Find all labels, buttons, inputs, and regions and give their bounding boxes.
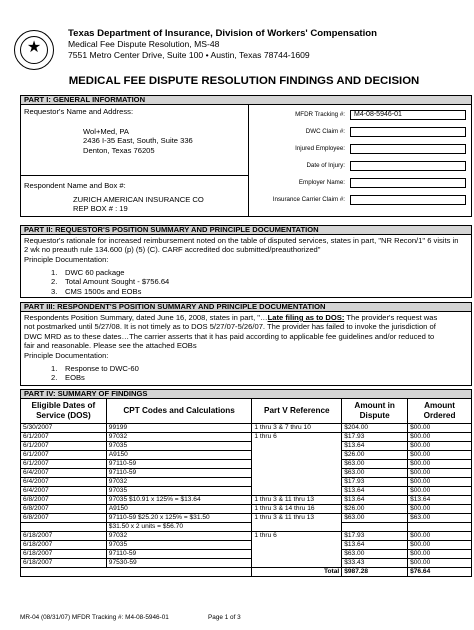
cell-cpt: 97110-59 [106,550,252,559]
cell-dos: 6/1/2007 [21,460,107,469]
part2-doc-label: Principle Documentation: [24,254,109,264]
part2-summary [24,236,470,264]
requestor-label: Requestor's Name and Address: [24,107,134,116]
respondent-info [73,195,204,214]
document-title: MEDICAL FEE DISPUTE RESOLUTION FINDINGS AND DECISION [68,75,420,87]
employer-name-field[interactable] [350,178,466,188]
part2-summary-line2: 2 wk no preauth rule 134.600 (p) (5) (C). CARF accredited doc submitted/preauthorized" [24,245,321,255]
cell-cpt: 97035 $10.91 x 125% = $13.64 [106,496,252,505]
cell-dos: 6/1/2007 [21,451,107,460]
mfdr-tracking-field[interactable]: M4-08-5946-01 [350,110,466,120]
cell-dispute [342,523,408,532]
cell-dos [21,523,107,532]
table-row [21,487,472,496]
respondent-label: Respondent Name and Box #: [24,181,126,190]
cell-ordered: $00.00 [408,550,472,559]
cell-cpt: 97530-59 [106,559,252,568]
dwc-claim-field[interactable] [350,127,466,137]
cell-ordered: $63.00 [408,514,472,523]
cell-cpt: 97110-59 [106,460,252,469]
injured-employee-field[interactable] [350,144,466,154]
footer-page-number: Page 1 of 3 [208,614,241,621]
agency-header [68,28,468,61]
cell-dispute: $17.93 [342,532,408,541]
footer-form-id: MR-04 (08/31/07) MFDR Tracking #: M4-08-5946-01 [20,614,169,621]
cell-reference [252,559,342,568]
date-of-injury-label: Date of Injury: [306,162,345,169]
part1-hdivider [21,175,248,176]
cell-ordered: $00.00 [408,478,472,487]
cell-reference [252,550,342,559]
cell-dispute: $13.64 [342,487,408,496]
cell-ordered: $00.00 [408,424,472,433]
cell-ordered: $00.00 [408,505,472,514]
employer-name-label: Employer Name: [298,179,345,186]
part3-box [20,312,472,386]
table-row [21,496,472,505]
part1-box [20,105,472,217]
cell-reference [252,487,342,496]
list-item: 3. CMS 1500s and EOBs [51,286,142,296]
table-row [21,478,472,487]
list-item: 2. EOBs [51,373,85,383]
col-dispute-header: Amount in Dispute [342,399,408,424]
agency-name: Texas Department of Insurance, Division of Workers' Compensation [68,28,377,39]
cell-dos: 6/18/2007 [21,550,107,559]
cell-dispute: $26.00 [342,505,408,514]
part3-doc-list [51,364,139,383]
cell-cpt: A9150 [106,451,252,460]
cell-reference: 1 thru 6 [252,433,342,442]
part1-divider [248,105,249,216]
cell-dos: 5/30/2007 [21,424,107,433]
table-row [21,442,472,451]
cell-reference [252,469,342,478]
cell-ordered: $00.00 [408,532,472,541]
cell-dos: 6/4/2007 [21,469,107,478]
cell-reference [252,460,342,469]
cell-dos: 6/18/2007 [21,541,107,550]
part4-heading: PART IV: SUMMARY OF FINDINGS [20,389,472,399]
part2-summary-line1: Requestor's rationale for increased reimbursement noted on the table of disputed services, states in part, "NR Recon/1" 6 visits in [24,236,459,245]
cell-ordered: $00.00 [408,442,472,451]
part3-summary-line4: fair and reasonable. Please see the attached EOBs [24,341,197,351]
cell-dispute: $17.93 [342,478,408,487]
cell-cpt: 97032 [106,532,252,541]
carrier-claim-label: Insurance Carrier Claim #: [272,196,345,203]
table-row [21,532,472,541]
cell-dispute: $13.64 [342,496,408,505]
table-row [21,469,472,478]
cell-ordered: $00.00 [408,460,472,469]
cell-ordered: $00.00 [408,559,472,568]
table-row [21,451,472,460]
requestor-address [83,127,193,155]
part1-heading: PART I: GENERAL INFORMATION [20,95,472,105]
injured-employee-label: Injured Employee: [295,145,345,152]
table-row [21,550,472,559]
date-of-injury-field[interactable] [350,161,466,171]
cell-dos: 6/8/2007 [21,505,107,514]
col-dos-header: Eligible Dates of Service (DOS) [21,399,107,424]
part3-summary-line3: DWC MRD as to these dates…The carrier asserts that it has paid according to applicable fee guidelines and/or reduced to [24,331,435,341]
cell-ordered: $00.00 [408,433,472,442]
part3-doc-label: Principle Documentation: [24,350,109,360]
cell-reference [252,478,342,487]
cell-dispute: $204.00 [342,424,408,433]
part3-summary-line1: Respondents Position Summary, dated June 16, 2008, states in part, "…Late filing as to DOS: The provider's request was [24,313,438,322]
list-item: 1. DWC 60 package [51,268,125,277]
cell-cpt: 97032 [106,433,252,442]
col-reference-header: Part V Reference [252,399,342,424]
state-seal-icon: ★ [14,30,54,70]
findings-table [20,398,472,577]
dwc-claim-label: DWC Claim #: [305,128,345,135]
cell-cpt: A9150 [106,505,252,514]
cell-ordered: $00.00 [408,541,472,550]
cell-ordered: $13.64 [408,496,472,505]
cell-dispute: $63.00 [342,514,408,523]
cell-dos: 6/1/2007 [21,433,107,442]
agency-division: Medical Fee Dispute Resolution, MS-48 [68,39,220,49]
cell-cpt: 97035 [106,541,252,550]
table-row [21,523,472,532]
cell-dispute: $17.93 [342,433,408,442]
part2-doc-list [51,268,169,296]
table-row [21,505,472,514]
table-row [21,460,472,469]
cell-reference: 1 thru 3 & 14 thru 16 [252,505,342,514]
requestor-city: Denton, Texas 76205 [83,145,155,155]
carrier-claim-field[interactable] [350,195,466,205]
part3-heading: PART III: RESPONDENT'S POSITION SUMMARY AND PRINCIPLE DOCUMENTATION [20,302,472,312]
part2-heading: PART II: REQUESTOR'S POSITION SUMMARY AND PRINCIPLE DOCUMENTATION [20,225,472,235]
cell-dispute: $63.00 [342,550,408,559]
col-ordered-header: Amount Ordered [408,399,472,424]
cell-dos: 6/18/2007 [21,559,107,568]
list-item: 2. Total Amount Sought - $756.64 [51,277,170,287]
cell-reference [252,442,342,451]
cell-cpt: 97035 [106,487,252,496]
cell-reference: 1 thru 3 & 11 thru 13 [252,496,342,505]
cell-dispute: $13.64 [342,442,408,451]
part3-summary [24,313,470,360]
cell-ordered: $00.00 [408,451,472,460]
col-cpt-header: CPT Codes and Calculations [106,399,252,424]
table-row [21,541,472,550]
cell-dos: 6/4/2007 [21,478,107,487]
cell-reference: 1 thru 3 & 7 thru 10 [252,424,342,433]
cell-reference: 1 thru 3 & 11 thru 13 [252,514,342,523]
respondent-name: ZURICH AMERICAN INSURANCE CO [73,195,204,204]
cell-cpt: 97032 [106,478,252,487]
cell-dispute: $63.00 [342,469,408,478]
cell-dispute: $26.00 [342,451,408,460]
cell-dos: 6/1/2007 [21,442,107,451]
table-row [21,514,472,523]
mfdr-tracking-label: MFDR Tracking #: [295,111,345,118]
table-row [21,424,472,433]
requestor-name: Wol+Med, PA [83,127,129,136]
total-label: Total [252,568,342,577]
cell-cpt: 99199 [106,424,252,433]
requestor-street: 2436 I-35 East, South, Suite 336 [83,136,193,146]
cell-cpt: $31.50 x 2 units = $56.70 [106,523,252,532]
cell-reference: 1 thru 6 [252,532,342,541]
agency-address: 7551 Metro Center Drive, Suite 100 • Austin, Texas 78744-1609 [68,50,310,60]
cell-cpt: 97035 [106,442,252,451]
cell-dos: 6/8/2007 [21,496,107,505]
table-row [21,433,472,442]
cell-reference [252,541,342,550]
cell-cpt: 97110-59 $25.20 x 125% = $31.50 [106,514,252,523]
total-dispute: $987.28 [342,568,408,577]
table-total-row [21,568,472,577]
cell-cpt: 97110-59 [106,469,252,478]
part2-box [20,235,472,298]
cell-ordered: $00.00 [408,487,472,496]
cell-dispute: $33.43 [342,559,408,568]
respondent-box: REP BOX # : 19 [73,204,128,214]
cell-ordered [408,523,472,532]
total-ordered: $76.64 [408,568,472,577]
cell-dispute: $13.64 [342,541,408,550]
cell-ordered: $00.00 [408,469,472,478]
part3-summary-line2: not postmarked until 5/27/08. It is not timely as to DOS 5/27/07-5/26/07. The provider has failed to invoke the jurisdiction of [24,322,436,332]
cell-dos: 6/18/2007 [21,532,107,541]
list-item: 1. Response to DWC-60 [51,364,139,373]
cell-dos: 6/4/2007 [21,487,107,496]
cell-reference [252,451,342,460]
table-row [21,559,472,568]
cell-reference [252,523,342,532]
table-header-row [21,399,472,424]
cell-dos: 6/8/2007 [21,514,107,523]
cell-dispute: $63.00 [342,460,408,469]
